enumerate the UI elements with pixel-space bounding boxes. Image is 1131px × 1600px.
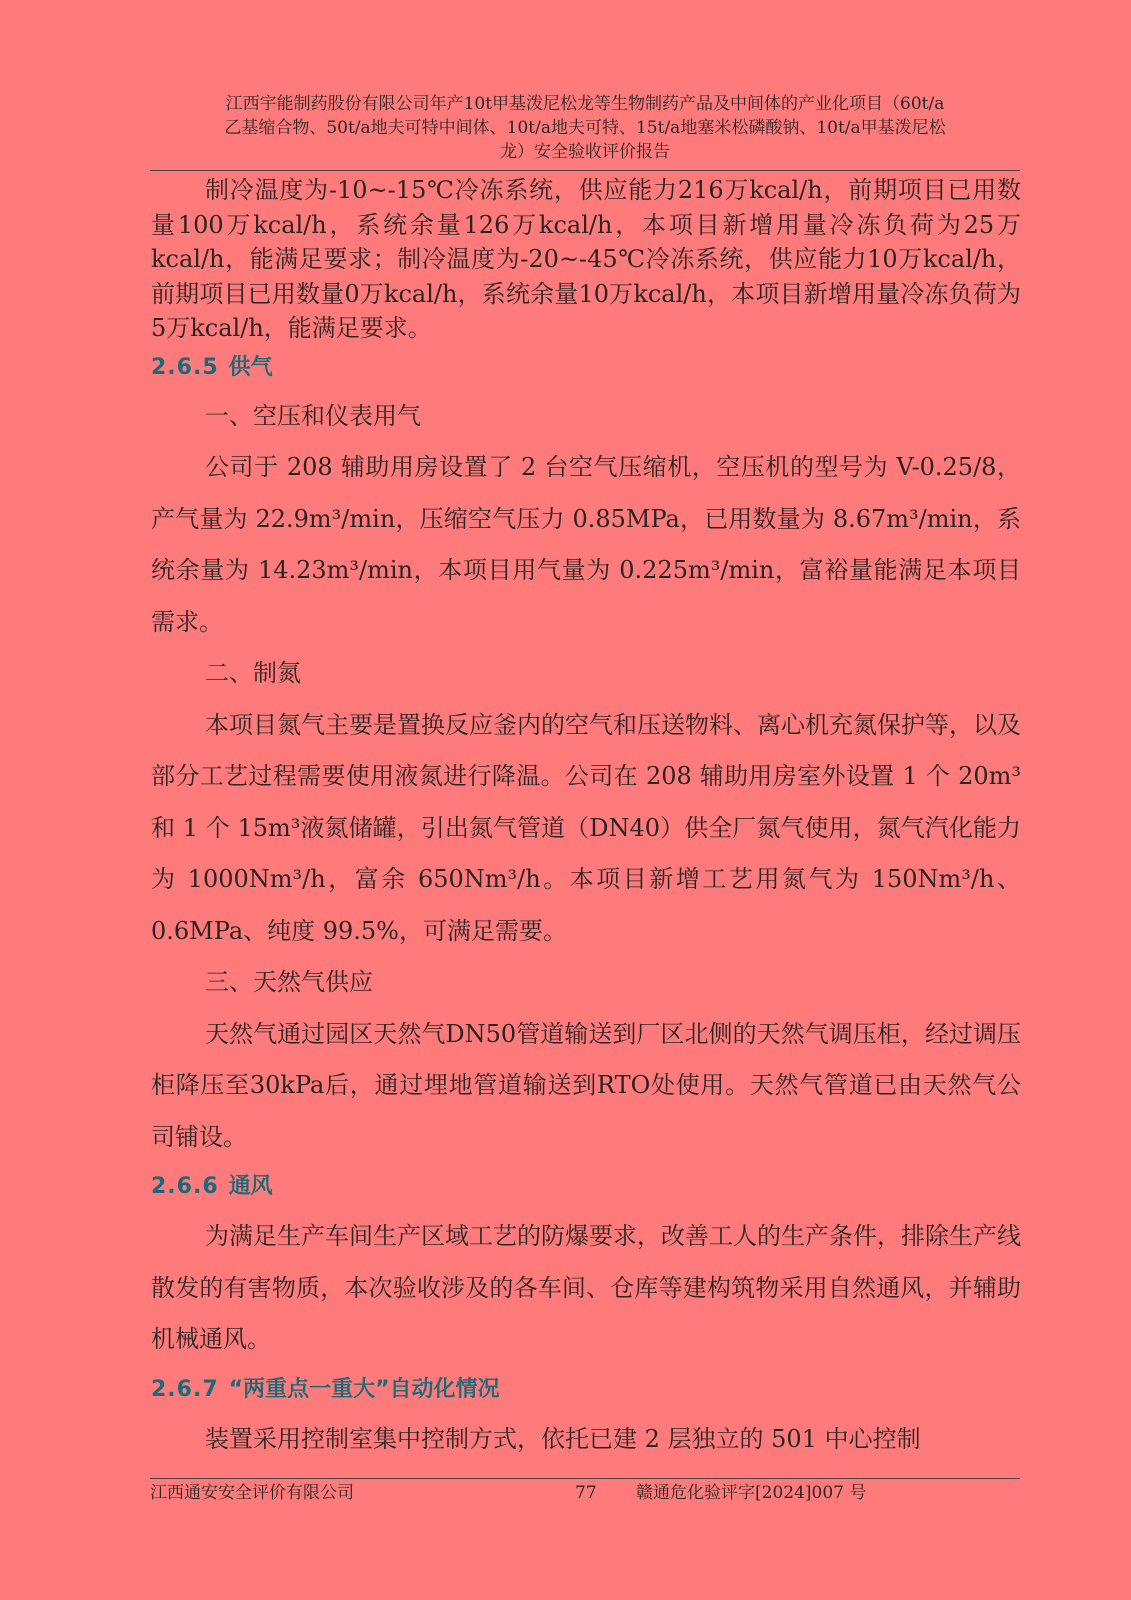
section-title: 通风 (228, 1174, 273, 1199)
paragraph-natural-gas: 天然气通过园区天然气DN50管道输送到厂区北侧的天然气调压柜，经过调压柜降压至30kPa后，通过埋地管道输送到RTO处使用。天然气管道已由天然气公司铺设。 (151, 1019, 1021, 1151)
intro-paragraph: 制冷温度为-10~-15℃冷冻系统，供应能力216万kcal/h，前期项目已用数量100万kcal/h，系统余量126万kcal/h，本项目新增用量冷冻负荷为25万kcal/h，能满足要求；制冷温度为-20~-45℃冷冻系统，供应能力10万kcal/h，前期项目已用数量0万kcal/h，系统余量10万kcal/h，本项目新增用量冷冻负荷为5万kcal/h，能满足要求。 (151, 176, 1021, 342)
document-body (151, 173, 1021, 1465)
header-divider (150, 170, 1020, 171)
page-number: 77 (575, 1483, 597, 1503)
footer-company: 江西通安安全评价有限公司 (150, 1483, 354, 1503)
document-number: 赣通危化验评字[2024]007 号 (636, 1483, 867, 1503)
section-heading-2-6-7 (151, 1370, 1021, 1410)
subsection-title-air: 一、空压和仪表用气 (205, 401, 421, 430)
page-header (150, 92, 1020, 165)
section-heading-2-6-6 (151, 1167, 1021, 1207)
paragraph-air: 公司于 208 辅助用房设置了 2 台空气压缩机，空压机的型号为 V-0.25/8，产气量为 22.9m³/min，压缩空气压力 0.85MPa，已用数量为 8.67m³/min，系统余量为 14.23m³/min，本项目用气量为 0.225m³/min，富裕量能满足本项目需求。 (151, 453, 1021, 636)
page-footer (150, 1481, 1020, 1507)
subsection-title-nitrogen: 二、制氮 (205, 659, 301, 687)
section-title: 供气 (228, 354, 273, 380)
footer-divider (150, 1478, 1020, 1479)
paragraph-ventilation: 为满足生产车间生产区域工艺的防爆要求，改善工人的生产条件，排除生产线散发的有害物质，本次验收涉及的各车间、仓库等建构筑物采用自然通风，并辅助机械通风。 (151, 1222, 1021, 1353)
paragraph-nitrogen: 本项目氮气主要是置换反应釜内的空气和压送物料、离心机充氮保护等，以及部分工艺过程需要使用液氮进行降温。公司在 208 辅助用房室外设置 1 个 20m³和 1 个 15m³液氮储罐，引出氮气管道（DN40）供全厂氮气使用，氮气汽化能力为 1000Nm³/h，富余 650Nm³/h。本项目新增工艺用氮气为 150Nm³/h、0.6MPa、纯度 99.5%，可满足需要。 (151, 710, 1021, 945)
section-number: 2.6.6 (151, 1174, 219, 1199)
paragraph-automation: 装置采用控制室集中控制方式，依托已建 2 层独立的 501 中心控制 (205, 1424, 921, 1453)
header-line-3: 龙）安全验收评价报告 (500, 142, 670, 162)
header-line-2: 乙基缩合物、50t/a地夫可特中间体、10t/a地夫可特、15t/a地塞米松磷酸钠、10t/a甲基泼尼松 (224, 118, 946, 138)
section-number: 2.6.5 (151, 354, 219, 380)
section-title: “两重点一重大”自动化情况 (228, 1376, 500, 1402)
section-heading-2-6-5 (151, 348, 1021, 388)
section-number: 2.6.7 (151, 1376, 219, 1402)
subsection-title-natural-gas: 三、天然气供应 (205, 968, 373, 996)
header-line-1: 江西宇能制药股份有限公司年产10t甲基泼尼松龙等生物制药产品及中间体的产业化项目（60t/a (225, 94, 945, 114)
